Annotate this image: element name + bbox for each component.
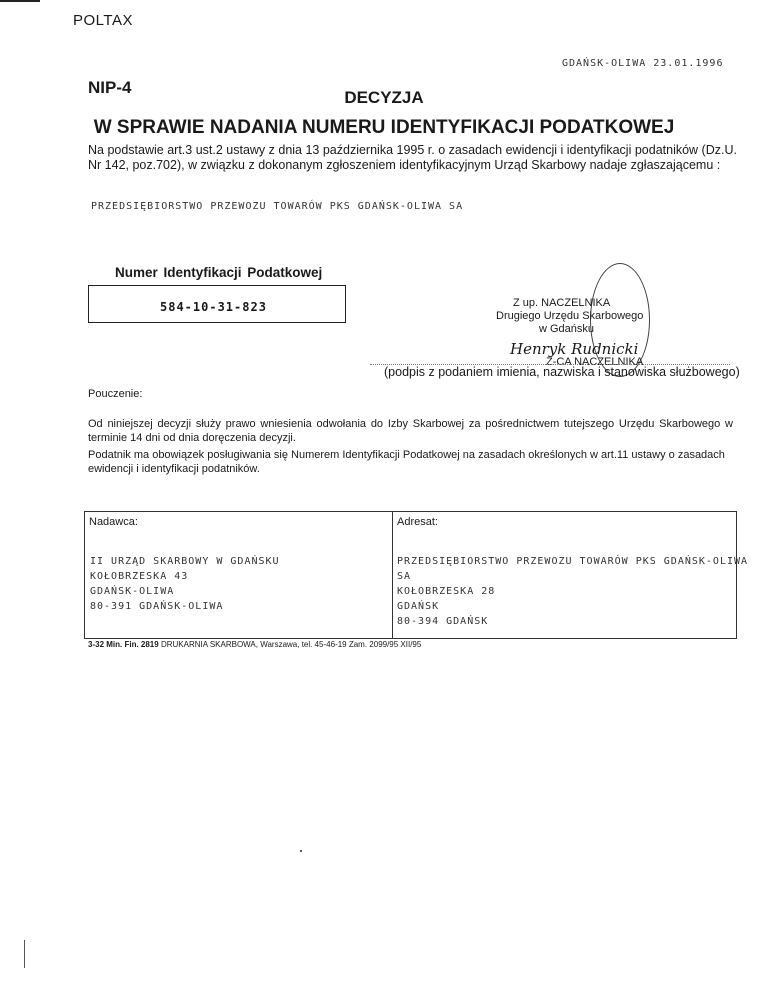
main-title: W SPRAWIE NADANIA NUMERU IDENTYFIKACJI PODATKOWEJ: [93, 117, 675, 138]
obligation-text: Podatnik ma obowiązek posługiwania się Numerem Identyfikacji Podatkowej na zasadach określonych w art.11 ustawy o zasadach ewidencji i identyfikacji podatników.: [88, 449, 725, 475]
sender-label: Nadawca:: [89, 516, 138, 528]
recipient-address-line: KOŁOBRZESKA 28: [397, 586, 496, 597]
recipient-address: [397, 554, 748, 629]
nip-value: 584-10-31-823: [160, 300, 267, 314]
signature-caption: (podpis z podaniem imienia, nazwiska i stanowiska służbowego): [384, 365, 740, 379]
appeal-text: Od niniejszej decyzji służy prawo wniesienia odwołania do Izby Skarbowej za pośrednictwem tutejszego Urzędu Skarbowego w terminie 14 dni od dnia doręczenia decyzji.: [88, 418, 733, 444]
sender-address-line: 80-391 GDAŃSK-OLIWA: [90, 601, 224, 612]
footer-code: 3-32 Min. Fin. 2819: [88, 640, 159, 649]
taxpayer-name: PRZEDSIĘBIORSTWO PRZEWOZU TOWARÓW PKS GDAŃSK-OLIWA SA: [91, 201, 464, 212]
instruction-label: Pouczenie:: [88, 388, 143, 400]
sender-address-line: GDAŃSK-OLIWA: [90, 586, 175, 597]
recipient-address-line: GDAŃSK: [397, 601, 440, 612]
place-date: GDAŃSK-OLIWA 23.01.1996: [562, 58, 724, 69]
sender-address-line: KOŁOBRZESKA 43: [90, 571, 189, 582]
stamp-line-3: w Gdańsku: [539, 323, 595, 335]
stamp-line-2: Drugiego Urzędu Skarbowego: [496, 310, 644, 322]
recipient-address-line: SA: [397, 571, 412, 582]
form-code: NIP-4: [88, 78, 132, 97]
recipient-address-line: PRZEDSIĘBIORSTWO PRZEWOZU TOWARÓW PKS GDAŃSK-OLIWA: [397, 556, 749, 567]
print-footer: [88, 640, 421, 649]
decision-title: DECYZJA: [344, 88, 424, 107]
signature-name: Henryk Rudnicki: [510, 340, 639, 358]
address-divider: [392, 511, 393, 639]
scan-artifact-dot: [300, 850, 302, 852]
recipient-address-line: 80-394 GDAŃSK: [397, 616, 489, 627]
recipient-label: Adresat:: [397, 516, 438, 528]
sender-address-line: II URZĄD SKARBOWY W GDAŃSKU: [90, 556, 280, 567]
legal-basis-text: Na podstawie art.3 ust.2 ustawy z dnia 13 października 1995 r. o zasadach ewidencji i identyfikacji podatników (Dz.U. Nr 142, poz.702), w związku z dokonanym zgłoszeniem identyfikacyjnym Urząd Skarbowy nadaje zgłaszającemu :: [88, 143, 737, 172]
scan-edge-line: [0, 0, 40, 2]
nip-label: Numer Identyfikacji Podatkowej: [115, 265, 323, 280]
stamp-title: Z-CA NACZELNIKA: [546, 356, 644, 368]
scan-artifact-mark: [24, 940, 25, 968]
footer-text: DRUKARNIA SKARBOWA, Warszawa, tel. 45-46-19 Zam. 2099/95 XII/95: [160, 640, 422, 649]
sender-address: [90, 554, 280, 614]
brand-label: POLTAX: [73, 12, 133, 29]
stamp-line-1: Z up. NACZELNIKA: [513, 297, 611, 309]
